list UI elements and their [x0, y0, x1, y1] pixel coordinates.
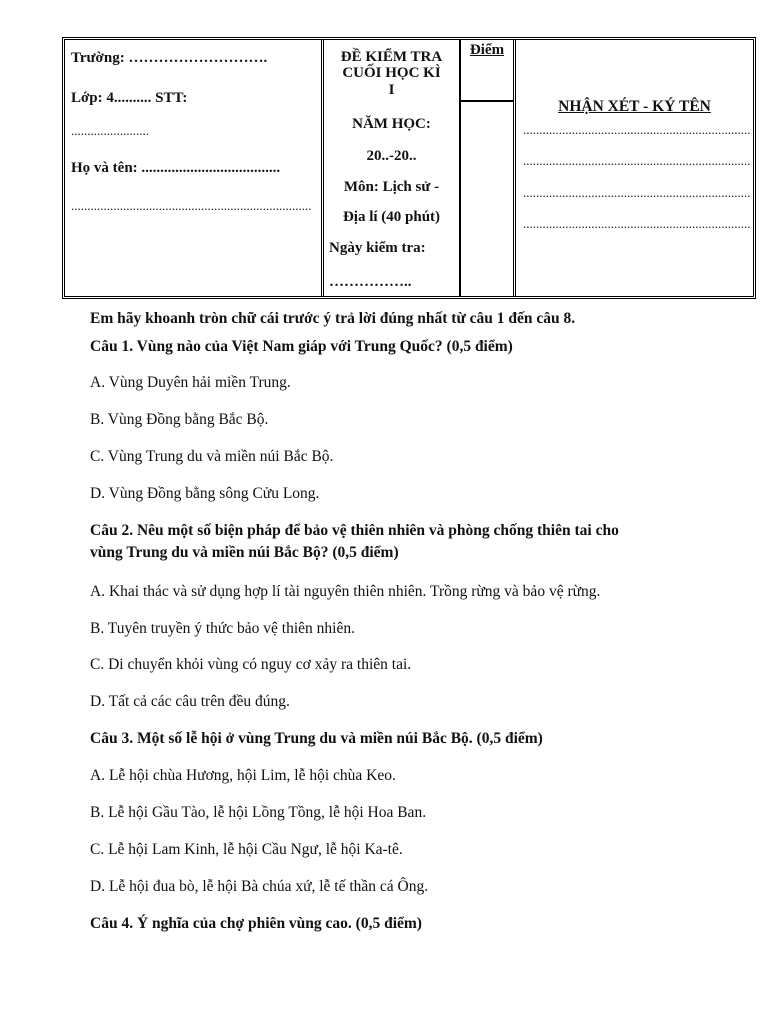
question-3: Câu 3. Một số lễ hội ở vùng Trung du và miền núi Bắc Bộ. (0,5 điểm): [90, 730, 543, 747]
answer-option: D. Vùng Đồng bằng sông Cửu Long.: [90, 485, 320, 502]
school-year-value: 20..-20..: [366, 148, 417, 164]
answer-option: D. Tất cả các câu trên đều đúng.: [90, 693, 290, 710]
exam-date-dots: ……………..: [329, 274, 412, 290]
exam-title-line: ĐỀ KIỂM TRA: [340, 49, 443, 65]
answer-option: D. Lễ hội đua bò, lễ hội Bà chúa xứ, lễ tế thần cá Ông.: [90, 878, 429, 895]
comment-title: NHẬN XÉT - KÝ TÊN: [558, 98, 711, 115]
comment-line: ......................................................................: [523, 185, 751, 200]
answer-option: A. Vùng Duyên hải miền Trung.: [90, 374, 291, 391]
comment-line: ......................................................................: [523, 122, 751, 137]
question-4: Câu 4. Ý nghĩa của chợ phiên vùng cao. (0,5 điểm): [90, 915, 422, 932]
question-2: Câu 2. Nêu một số biện pháp để bảo vệ thiên nhiên và phòng chống thiên tai cho: [90, 522, 619, 539]
comment-line: ......................................................................: [523, 153, 751, 168]
class-label: Lớp: 4.......... STT:: [71, 90, 188, 106]
answer-option: A. Khai thác và sử dụng hợp lí tài nguyên thiên nhiên. Trồng rừng và bảo vệ rừng.: [90, 583, 601, 600]
exam-title-cell: [324, 40, 461, 296]
comment-line: ......................................................................: [523, 216, 751, 231]
student-info-cell: [65, 40, 324, 296]
score-label: Điểm: [469, 42, 505, 58]
exam-date-label: Ngày kiểm tra:: [329, 240, 426, 256]
school-label: Trường: ……………………….: [71, 50, 268, 66]
answer-option: C. Di chuyển khỏi vùng có nguy cơ xảy ra thiên tai.: [90, 656, 412, 673]
exam-title-line: CUỐI HỌC KÌ: [342, 65, 441, 81]
class-dots: ........................: [71, 123, 149, 138]
answer-option: B. Tuyên truyền ý thức bảo vệ thiên nhiên.: [90, 620, 355, 637]
answer-option: B. Lễ hội Gầu Tào, lễ hội Lồng Tồng, lễ hội Hoa Ban.: [90, 804, 427, 821]
instruction-text: Em hãy khoanh tròn chữ cái trước ý trả lời đúng nhất từ câu 1 đến câu 8.: [90, 310, 576, 327]
school-year-label: NĂM HỌC:: [352, 116, 431, 132]
name-dots: ..........................................................................: [71, 198, 312, 213]
exam-header-table: [62, 37, 756, 299]
score-cell: [461, 40, 516, 296]
score-divider: [461, 100, 513, 102]
answer-option: B. Vùng Đồng bằng Bắc Bộ.: [90, 411, 269, 428]
answer-option: C. Vùng Trung du và miền núi Bắc Bộ.: [90, 448, 334, 465]
name-label: Họ và tên: .....................................: [71, 160, 281, 176]
question-1: Câu 1. Vùng nào của Việt Nam giáp với Trung Quốc? (0,5 điểm): [90, 338, 513, 355]
subject-line: Môn: Lịch sử -: [343, 179, 440, 195]
answer-option: C. Lễ hội Lam Kinh, lễ hội Cầu Ngư, lễ hội Ka-tê.: [90, 841, 403, 858]
question-2-continued: vùng Trung du và miền núi Bắc Bộ? (0,5 điểm): [90, 544, 399, 561]
exam-title-line: I: [388, 82, 395, 98]
subject-line: Địa lí (40 phút): [342, 209, 441, 225]
comment-cell: [516, 40, 753, 296]
answer-option: A. Lễ hội chùa Hương, hội Lim, lễ hội chùa Keo.: [90, 767, 396, 784]
